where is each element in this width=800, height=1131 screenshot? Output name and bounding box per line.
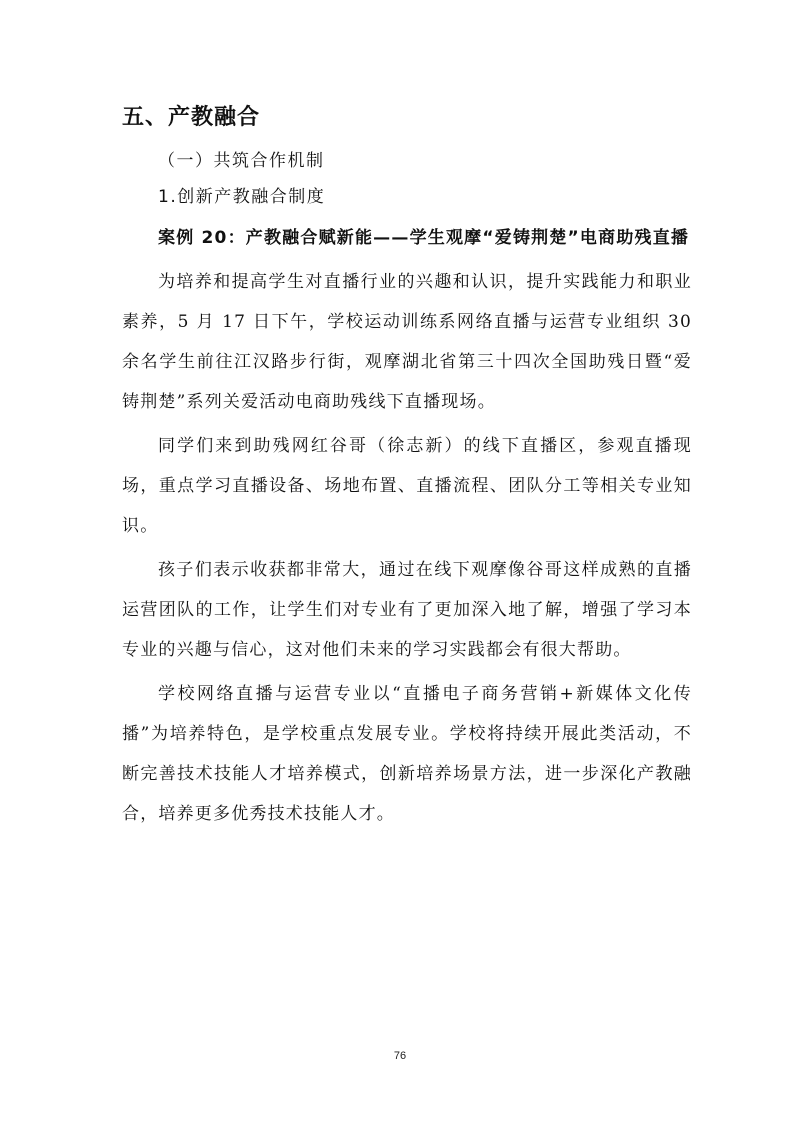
page-number: 76 [393,1050,407,1062]
case-title: 案例 20：产教融合赋新能——学生观摩“爱铸荆楚”电商助残直播 [158,228,690,248]
section-heading: 五、产教融合 [122,105,261,130]
paragraph-4: 学校网络直播与运营专业以“直播电子商务营销+新媒体文化传播”为培养特色，是学校重点发展专业。学校将持续开展此类活动，不断完善技术技能人才培养模式，创新培养场景方法，进一步深化产教融合，培养更多优秀技术技能人才。 [122,684,692,824]
subsubsection-heading: 1.创新产教融合制度 [158,187,326,207]
paragraph-3: 孩子们表示收获都非常大，通过在线下观摩像谷哥这样成熟的直播运营团队的工作，让学生们对专业有了更加深入地了解，增强了学习本专业的兴趣与信心，这对他们未来的学习实践都会有很大帮助。 [122,560,692,660]
paragraph-2: 同学们来到助残网红谷哥（徐志新）的线下直播区，参观直播现场，重点学习直播设备、场地布置、直播流程、团队分工等相关专业知识。 [122,436,692,536]
paragraph-1: 为培养和提高学生对直播行业的兴趣和认识，提升实践能力和职业素养，5 月 17 日下午，学校运动训练系网络直播与运营专业组织 30 余名学生前往江汉路步行街，观摩湖北省第三十四次全国助残日暨“爱铸荆楚”系列关爱活动电商助残线下直播现场。 [122,272,692,412]
page-content [122,100,692,834]
subsection-heading: （一）共筑合作机制 [158,151,325,171]
